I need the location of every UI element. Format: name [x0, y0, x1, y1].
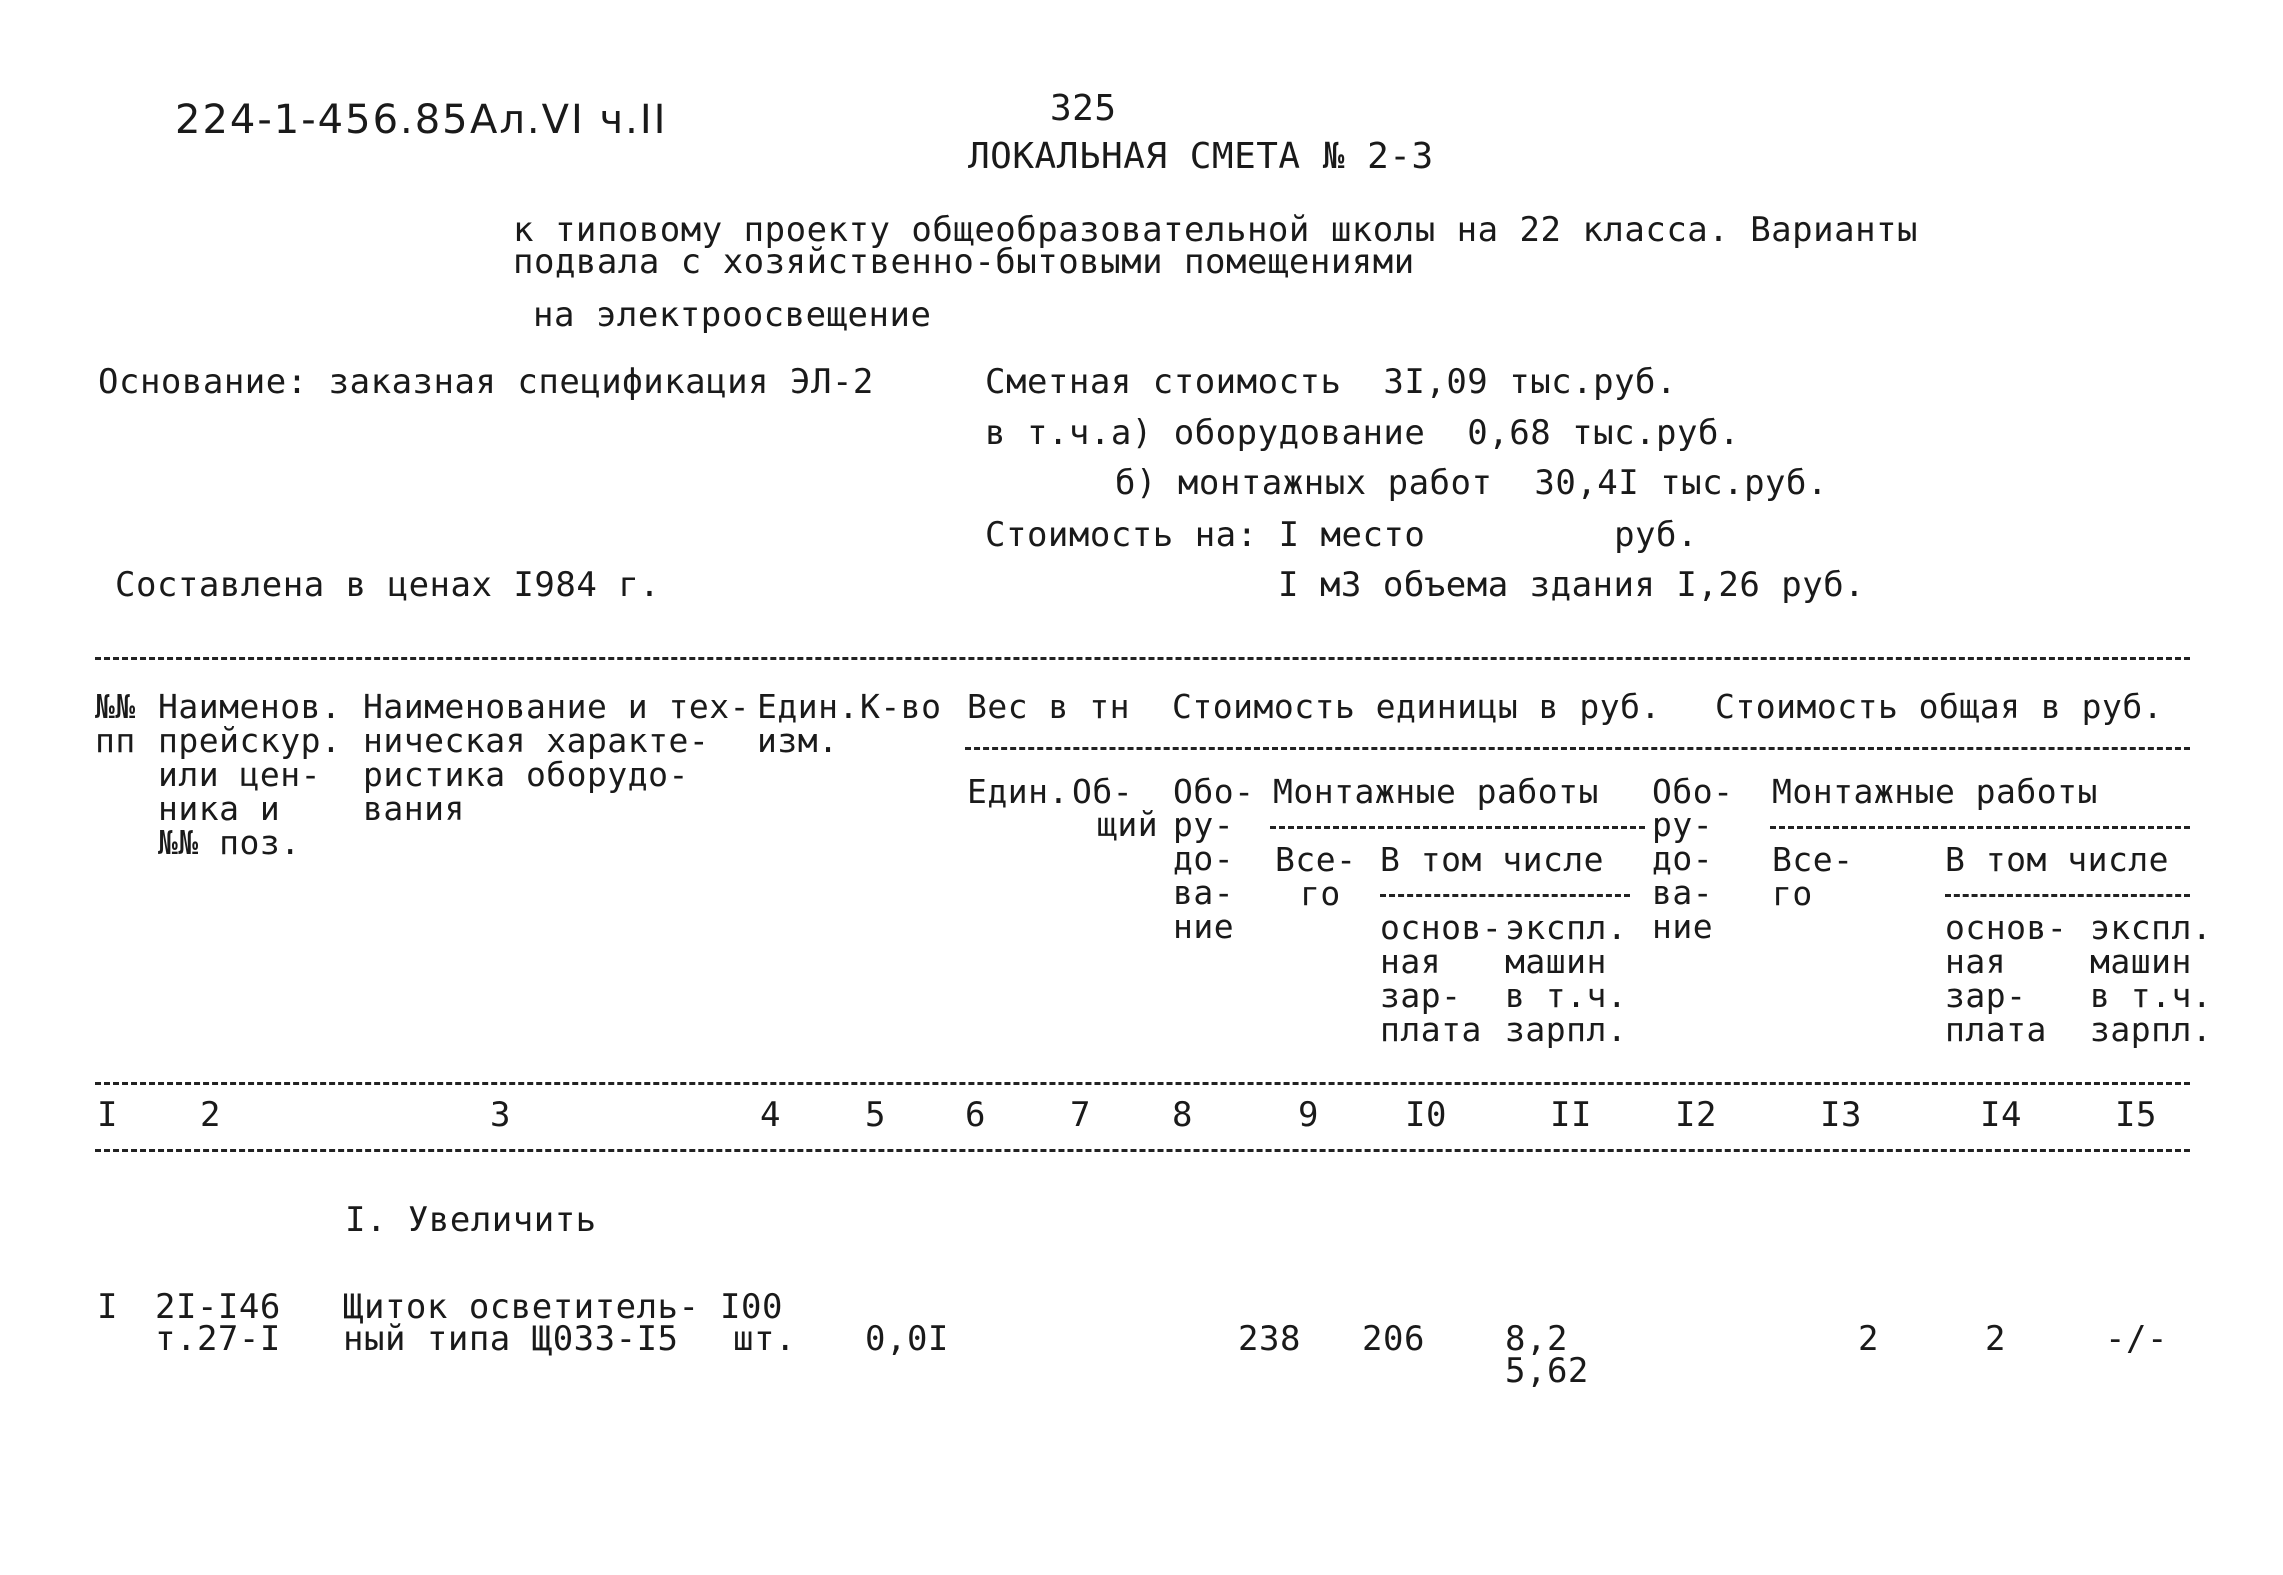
subtitle-line-1: к типовому проекту общеобразовательной школы на 22 класса. Варианты	[513, 210, 1918, 250]
col-num-7: 7	[1070, 1095, 1091, 1135]
header-num-1: №№	[95, 687, 136, 726]
header-unit-cost: Стоимость единицы в руб.	[1172, 687, 1661, 726]
col-num-15: I5	[2115, 1095, 2157, 1135]
header-unit-1: Един.	[757, 687, 859, 726]
page-number: 325	[1050, 88, 1117, 129]
header-rule-1	[965, 747, 2190, 750]
header-machines2-4: зарпл.	[2090, 1010, 2213, 1049]
row-machines-1: 8,2	[1505, 1319, 1568, 1359]
row-pricelist-1: 2I-I46	[155, 1287, 281, 1327]
cost-per-m3: I м3 объема здания I,26 руб.	[1278, 565, 1866, 605]
header-equipment2-3: до-	[1652, 839, 1714, 878]
estimated-cost: Сметная стоимость 3I,09 тыс.руб.	[985, 362, 1678, 402]
header-equipment-4: ва-	[1173, 873, 1235, 912]
document-code: 224-1-456.85	[175, 97, 470, 143]
header-total-2: го	[1300, 874, 1341, 913]
row-quantity: 0,0I	[865, 1319, 949, 1359]
header-quantity: К-во	[860, 687, 942, 726]
row-quantity-code: I00	[720, 1287, 783, 1327]
header-equipment-2: ру-	[1173, 805, 1235, 844]
header-salary2-4: плата	[1945, 1010, 2047, 1049]
header-pricelist-3: или цен-	[158, 755, 321, 794]
header-salary2-2: ная	[1945, 942, 2007, 981]
table-top-rule	[95, 657, 2190, 660]
header-rule-incl	[1380, 894, 1630, 897]
header-weight-unit: Един.	[967, 772, 1069, 811]
header-incl: В том числе	[1380, 840, 1605, 879]
header-unit-2: изм.	[757, 721, 839, 760]
col-num-4: 4	[760, 1095, 781, 1135]
header-machines2-1: экспл.	[2090, 908, 2213, 947]
header-machines2-3: в т.ч.	[2090, 976, 2213, 1015]
col-num-12: I2	[1675, 1095, 1717, 1135]
header-rule-installation	[1270, 826, 1645, 829]
header-pricelist-4: ника и	[158, 789, 281, 828]
col-num-3: 3	[490, 1095, 511, 1135]
estimate-title: ЛОКАЛЬНАЯ СМЕТА № 2-3	[968, 136, 1434, 177]
header-salary-2: ная	[1380, 942, 1442, 981]
row-pricelist-2: т.27-I	[155, 1319, 281, 1359]
cost-per-place: Стоимость на: I место руб.	[985, 515, 1698, 555]
header-rule-installation2	[1770, 826, 2190, 829]
header-salary2-1: основ-	[1945, 908, 2068, 947]
header-salary-4: плата	[1380, 1010, 1482, 1049]
header-equipment2-5: ние	[1652, 907, 1714, 946]
header-name-2: ническая характе-	[363, 721, 710, 760]
header-total2-2: го	[1772, 874, 1813, 913]
row-machines-2: 5,62	[1505, 1351, 1589, 1391]
header-incl2: В том числе	[1945, 840, 2170, 879]
row-total-install: 2	[1858, 1319, 1879, 1359]
row-name-2: ный типа Щ0ЗЗ-I5	[343, 1319, 679, 1359]
header-installation: Монтажные работы	[1273, 772, 1599, 811]
header-pricelist-2: прейскур.	[158, 721, 342, 760]
header-equipment-5: ние	[1173, 907, 1235, 946]
subtitle-line-2: подвала с хозяйственно-бытовыми помещениями	[513, 242, 1415, 282]
col-num-11: II	[1550, 1095, 1592, 1135]
col-num-1: I	[97, 1095, 118, 1135]
row-unit: шт.	[733, 1319, 796, 1359]
header-name-3: ристика оборудо-	[363, 755, 689, 794]
col-num-10: I0	[1405, 1095, 1447, 1135]
header-num-2: пп	[95, 721, 136, 760]
subtitle-line-3: на электроосвещение	[533, 295, 932, 335]
row-total-machines: -/-	[2105, 1319, 2168, 1359]
header-weight: Вес в тн	[967, 687, 1130, 726]
header-rule-incl2	[1945, 894, 2190, 897]
row-total-salary: 2	[1985, 1319, 2006, 1359]
col-num-14: I4	[1980, 1095, 2022, 1135]
equipment-cost: в т.ч.а) оборудование 0,68 тыс.руб.	[985, 413, 1740, 453]
header-equipment-1: Обо-	[1173, 772, 1255, 811]
column-numbers-bottom-rule	[95, 1149, 2190, 1152]
header-weight-total-1: Об-	[1072, 772, 1134, 811]
col-num-9: 9	[1298, 1095, 1319, 1135]
header-salary-3: зар-	[1380, 976, 1462, 1015]
header-total-1: Все-	[1275, 840, 1357, 879]
header-equipment2-4: ва-	[1652, 873, 1714, 912]
header-installation2: Монтажные работы	[1772, 772, 2098, 811]
col-num-6: 6	[965, 1095, 986, 1135]
header-equipment2-2: ру-	[1652, 805, 1714, 844]
col-num-5: 5	[865, 1095, 886, 1135]
header-machines-1: экспл.	[1505, 908, 1628, 947]
col-num-8: 8	[1172, 1095, 1193, 1135]
row-base-salary: 206	[1362, 1319, 1425, 1359]
header-equipment-3: до-	[1173, 839, 1235, 878]
section-title: I. Увеличить	[345, 1200, 597, 1240]
header-total2-1: Все-	[1772, 840, 1854, 879]
row-install-total: 238	[1238, 1319, 1301, 1359]
header-total-cost: Стоимость общая в руб.	[1715, 687, 2164, 726]
header-salary2-3: зар-	[1945, 976, 2027, 1015]
column-numbers-top-rule	[95, 1082, 2190, 1085]
header-name-1: Наименование и тех-	[363, 687, 750, 726]
header-machines-3: в т.ч.	[1505, 976, 1628, 1015]
header-equipment2-1: Обо-	[1652, 772, 1734, 811]
prices-year: Составлена в ценах I984 г.	[115, 565, 661, 605]
header-weight-total-2: щий	[1097, 805, 1159, 844]
album-reference: Ал.VI ч.II	[470, 97, 668, 143]
header-salary-1: основ-	[1380, 908, 1503, 947]
col-num-2: 2	[200, 1095, 221, 1135]
header-pricelist-1: Наименов.	[158, 687, 342, 726]
header-machines2-2: машин	[2090, 942, 2192, 981]
installation-cost: б) монтажных работ 30,4I тыс.руб.	[1115, 463, 1828, 503]
header-name-4: вания	[363, 789, 465, 828]
header-pricelist-5: №№ поз.	[158, 823, 301, 862]
header-machines-4: зарпл.	[1505, 1010, 1628, 1049]
row-number: I	[97, 1287, 118, 1327]
header-machines-2: машин	[1505, 942, 1607, 981]
basis-text: Основание: заказная спецификация ЭЛ-2	[98, 362, 874, 402]
row-name-1: Щиток осветитель-	[343, 1287, 700, 1327]
col-num-13: I3	[1820, 1095, 1862, 1135]
